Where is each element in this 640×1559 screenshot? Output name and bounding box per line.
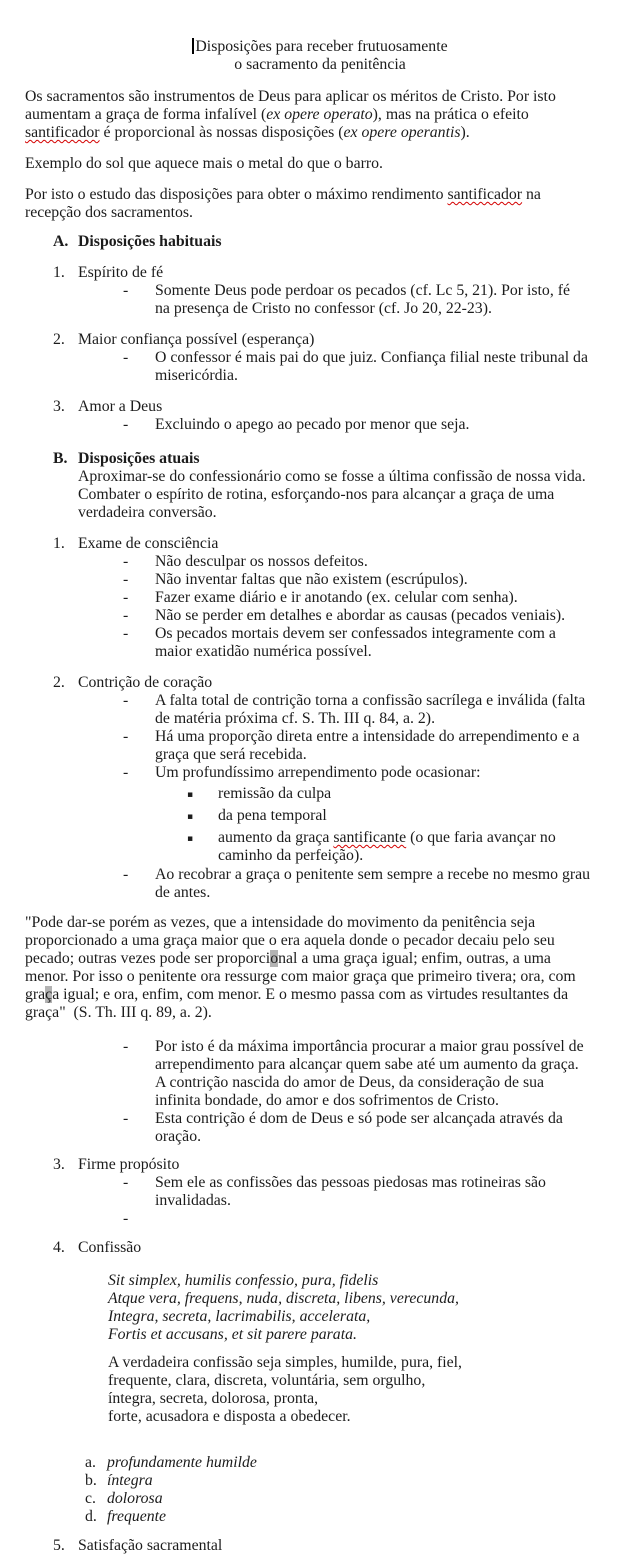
text-run: Contrição de coração bbox=[78, 674, 213, 691]
list-marker: 1. bbox=[53, 264, 65, 281]
text-run: "Pode dar-se porém as vezes, que a intensidade do movimento da penitência seja bbox=[25, 914, 536, 931]
text-line bbox=[155, 589, 615, 607]
text-run: Aproximar-se do confessionário como se fosse a última confissão de nossa vida. bbox=[78, 468, 586, 485]
list-marker: 2. bbox=[53, 331, 65, 348]
bullet-amor-a-deus bbox=[25, 416, 615, 434]
bullet-contricao-4 bbox=[25, 866, 615, 902]
text-line bbox=[25, 986, 615, 1004]
text-run: Combater o espírito de rotina, esforçando-nos para alcançar a graça de uma bbox=[78, 486, 555, 503]
text-line bbox=[25, 38, 615, 56]
bullet-exame-4 bbox=[25, 607, 615, 625]
text-line bbox=[108, 1408, 615, 1426]
list-marker: 2. bbox=[53, 674, 65, 691]
bullet-dom-de-deus bbox=[25, 1110, 615, 1146]
text-run: Sit simplex, humilis confessio, pura, fidelis bbox=[108, 1272, 379, 1289]
text-line bbox=[78, 674, 615, 692]
text-line bbox=[108, 1290, 615, 1308]
text-line bbox=[218, 785, 615, 803]
list-marker: - bbox=[123, 764, 129, 781]
text-line bbox=[155, 692, 615, 710]
text-run: íntegra bbox=[107, 1472, 153, 1489]
text-run: Um profundíssimo arrependimento pode ocasionar: bbox=[155, 764, 481, 781]
text-line bbox=[107, 1454, 615, 1472]
text-line bbox=[155, 728, 615, 746]
bullet-empty bbox=[25, 1210, 615, 1228]
list-marker: B. bbox=[53, 450, 68, 467]
text-line bbox=[78, 486, 615, 504]
text-run: na bbox=[522, 186, 541, 203]
text-line bbox=[155, 1210, 615, 1228]
item-amor-a-deus bbox=[25, 398, 615, 416]
doc-title bbox=[25, 38, 615, 74]
text-run: Por isto é da máxima importância procurar a maior grau possível de bbox=[155, 1038, 584, 1055]
text-run: misericórdia. bbox=[155, 367, 238, 384]
list-marker: 5. bbox=[53, 1537, 65, 1554]
text-run: verdadeira conversão. bbox=[78, 504, 217, 521]
latin-verse bbox=[25, 1272, 615, 1344]
text-line bbox=[155, 416, 615, 434]
text-line bbox=[25, 106, 615, 124]
text-run: remissão da culpa bbox=[218, 785, 332, 802]
text-run: graça" (S. Th. III q. 89, a. 2). bbox=[25, 1004, 212, 1021]
text-line bbox=[108, 1326, 615, 1344]
text-line bbox=[155, 607, 615, 625]
text-run: é proporcional às nossas disposições ( bbox=[99, 124, 344, 141]
letter-item-b bbox=[25, 1472, 615, 1490]
text-line bbox=[108, 1390, 615, 1408]
text-run: A falta total de contrição torna a confissão sacrílega e inválida (falta bbox=[155, 692, 586, 709]
list-marker: - bbox=[123, 349, 129, 366]
list-marker: - bbox=[123, 1038, 129, 1055]
list-marker: - bbox=[123, 692, 129, 709]
text-run: frequente, clara, discreta, voluntária, sem orgulho, bbox=[108, 1372, 426, 1389]
text-line bbox=[78, 1239, 615, 1257]
list-marker: - bbox=[123, 1174, 129, 1191]
text-line bbox=[155, 1128, 615, 1146]
text-run: gra bbox=[25, 986, 46, 1003]
text-line bbox=[155, 643, 615, 661]
letter-item-c bbox=[25, 1490, 615, 1508]
text-line bbox=[25, 88, 615, 106]
text-line bbox=[155, 746, 615, 764]
text-run: ex opere operantis bbox=[343, 124, 461, 141]
text-line bbox=[78, 450, 615, 468]
text-run: oração. bbox=[155, 1128, 202, 1145]
text-run: de matéria próxima cf. S. Th. III q. 84, a. 2). bbox=[155, 710, 436, 727]
text-line bbox=[25, 155, 615, 173]
text-run: (o que faria avançar no bbox=[406, 829, 556, 846]
text-run: Não inventar faltas que não existem (escrúpulos). bbox=[155, 571, 468, 588]
list-marker: c. bbox=[85, 1490, 96, 1507]
text-line bbox=[155, 884, 615, 902]
list-marker: - bbox=[123, 728, 129, 745]
bullet-maxima-importancia bbox=[25, 1038, 615, 1110]
text-line bbox=[108, 1308, 615, 1326]
text-run: Exame de consciência bbox=[78, 535, 219, 552]
text-line bbox=[155, 710, 615, 728]
text-line bbox=[78, 468, 615, 486]
text-run: a igual; e ora, enfim, com menor. E o mesmo passa com as virtudes resultantes da bbox=[52, 986, 569, 1003]
highlighted-char: o bbox=[270, 950, 279, 967]
text-run: Disposições para receber frutuosamente bbox=[195, 38, 448, 55]
text-run: invalidadas. bbox=[155, 1192, 231, 1209]
text-run: A contrição nascida do amor de Deus, da consideração de sua bbox=[155, 1074, 545, 1091]
text-line bbox=[108, 1372, 615, 1390]
text-line bbox=[25, 56, 615, 74]
text-line bbox=[78, 398, 615, 416]
text-run: caminho da perfeição). bbox=[218, 847, 364, 864]
letter-item-d bbox=[25, 1508, 615, 1526]
item-exame-de-consciencia bbox=[25, 535, 615, 553]
text-line bbox=[155, 1110, 615, 1128]
list-marker: - bbox=[123, 625, 129, 642]
list-marker: ▪ bbox=[187, 790, 194, 800]
text-run: ex opere operato bbox=[266, 106, 373, 123]
bullet-contricao-3 bbox=[25, 764, 615, 782]
letter-item-a bbox=[25, 1454, 615, 1472]
bullet-contricao-2 bbox=[25, 728, 615, 764]
bullet-contricao-1 bbox=[25, 692, 615, 728]
text-run: o sacramento da penitência bbox=[234, 56, 406, 73]
highlighted-char: ç bbox=[45, 986, 53, 1003]
list-marker: 3. bbox=[53, 1156, 65, 1173]
text-line bbox=[25, 914, 615, 932]
text-run: íntegra, secreta, dolorosa, pronta, bbox=[108, 1390, 319, 1407]
bullet-firme-proposito bbox=[25, 1174, 615, 1210]
list-marker: - bbox=[123, 589, 129, 606]
list-marker: b. bbox=[85, 1472, 97, 1489]
text-run: na presença de Cristo no confessor (cf. Jo 20, 22-23). bbox=[155, 300, 492, 317]
text-run: Maior confiança possível (esperança) bbox=[78, 331, 315, 348]
text-run: Fortis et accusans, et sit parere parata. bbox=[108, 1326, 357, 1343]
item-firme-proposito bbox=[25, 1156, 615, 1174]
item-espirito-de-fe bbox=[25, 264, 615, 282]
text-run: Somente Deus pode perdoar os pecados (cf. Lc 5, 21). Por isto, fé bbox=[155, 282, 570, 299]
list-marker: - bbox=[123, 416, 129, 433]
bullet-maior-confianca bbox=[25, 349, 615, 385]
text-run: pecado; outras vezes pode ser proporci bbox=[25, 950, 271, 967]
text-line bbox=[108, 1272, 615, 1290]
text-run: Sem ele as confissões das pessoas piedosas mas rotineiras são bbox=[155, 1174, 546, 1191]
text-run: Espírito de fé bbox=[78, 264, 164, 281]
text-run: aumentam a graça de forma infalível ( bbox=[25, 106, 267, 123]
text-line bbox=[25, 950, 615, 968]
item-contricao-de-coracao bbox=[25, 674, 615, 692]
text-run: Fazer exame diário e ir anotando (ex. celular com senha). bbox=[155, 589, 518, 606]
text-run: Amor a Deus bbox=[78, 398, 163, 415]
list-marker: - bbox=[123, 553, 129, 570]
text-line bbox=[155, 625, 615, 643]
text-run: dolorosa bbox=[107, 1490, 163, 1507]
text-run: Há uma proporção direta entre a intensidade do arrependimento e a bbox=[155, 728, 580, 745]
text-line bbox=[25, 968, 615, 986]
text-line bbox=[155, 1074, 615, 1092]
bullet-espirito-de-fe bbox=[25, 282, 615, 318]
text-line bbox=[155, 866, 615, 884]
text-run: recepção dos sacramentos. bbox=[25, 204, 193, 221]
text-line bbox=[78, 331, 615, 349]
text-line bbox=[218, 847, 615, 865]
item-satisfacao-sacramental bbox=[25, 1537, 615, 1555]
text-run: de antes. bbox=[155, 884, 211, 901]
text-run: Os pecados mortais devem ser confessados integramente com a bbox=[155, 625, 556, 642]
text-line bbox=[155, 1174, 615, 1192]
text-line bbox=[155, 1092, 615, 1110]
text-run: Atque vera, frequens, nuda, discreta, libens, verecunda, bbox=[108, 1290, 459, 1307]
subbullet-pena-temporal bbox=[25, 807, 615, 825]
text-run: arrependimento para alcançar quem sabe até um aumento da graça. bbox=[155, 1056, 579, 1073]
text-run: maior exatidão numérica possível. bbox=[155, 643, 372, 660]
text-run: Disposições atuais bbox=[78, 450, 200, 467]
text-run: Ao recobrar a graça o penitente sem sempre a recebe no mesmo grau bbox=[155, 866, 591, 883]
bullet-exame-3 bbox=[25, 589, 615, 607]
text-line bbox=[78, 233, 615, 251]
text-run: graça que será recebida. bbox=[155, 746, 307, 763]
bullet-exame-5 bbox=[25, 625, 615, 661]
text-line bbox=[155, 571, 615, 589]
text-line bbox=[25, 124, 615, 142]
text-run: Não desculpar os nossos defeitos. bbox=[155, 553, 368, 570]
list-marker: - bbox=[123, 1110, 129, 1127]
list-marker: 1. bbox=[53, 535, 65, 552]
text-line bbox=[218, 829, 615, 847]
text-run: proporcionado a uma graça maior que o era aquela donde o pecador decaiu pelo seu bbox=[25, 932, 555, 949]
text-line bbox=[155, 367, 615, 385]
text-run: infinita bondade, do amor e dos sofrimentos de Cristo. bbox=[155, 1092, 499, 1109]
text-run: Esta contrição é dom de Deus e só pode ser alcançada através da bbox=[155, 1110, 563, 1127]
text-line bbox=[155, 764, 615, 782]
text-run: Exemplo do sol que aquece mais o metal do que o barro. bbox=[25, 155, 383, 172]
text-line bbox=[155, 1192, 615, 1210]
text-line bbox=[155, 300, 615, 318]
text-line bbox=[155, 1056, 615, 1074]
bullet-exame-2 bbox=[25, 571, 615, 589]
text-run: Integra, secreta, lacrimabilis, accelerata, bbox=[108, 1308, 371, 1325]
text-line bbox=[107, 1490, 615, 1508]
list-marker: 4. bbox=[53, 1239, 65, 1256]
intro-paragraph bbox=[25, 88, 615, 142]
text-line bbox=[107, 1508, 615, 1526]
subbullet-aumento-graca bbox=[25, 829, 615, 865]
list-marker: - bbox=[123, 571, 129, 588]
text-run: Confissão bbox=[78, 1239, 142, 1256]
text-run: Não se perder em detalhes e abordar as causas (pecados veniais). bbox=[155, 607, 566, 624]
text-run: Por isto o estudo das disposições para obter o máximo rendimento bbox=[25, 186, 448, 203]
text-run: Disposições habituais bbox=[78, 233, 222, 250]
text-run: Os sacramentos são instrumentos de Deus para aplicar os méritos de Cristo. Por isto bbox=[25, 88, 556, 105]
aquinas-quote bbox=[25, 914, 615, 1022]
item-confissao bbox=[25, 1239, 615, 1257]
list-marker: - bbox=[123, 607, 129, 624]
list-marker: a. bbox=[85, 1454, 96, 1471]
text-run: ). bbox=[460, 124, 470, 141]
text-line bbox=[218, 807, 615, 825]
list-marker: - bbox=[123, 1210, 129, 1227]
misspelled-word: santificante bbox=[333, 829, 407, 846]
text-line bbox=[78, 1537, 615, 1555]
misspelled-word: santificador bbox=[447, 186, 523, 203]
text-run: frequente bbox=[107, 1508, 167, 1525]
text-line bbox=[155, 553, 615, 571]
text-line bbox=[107, 1472, 615, 1490]
text-line bbox=[78, 504, 615, 522]
item-maior-confianca bbox=[25, 331, 615, 349]
list-marker: - bbox=[123, 866, 129, 883]
subbullet-remissao bbox=[25, 785, 615, 803]
list-marker: d. bbox=[85, 1508, 97, 1525]
text-line bbox=[25, 1004, 615, 1022]
text-run: O confessor é mais pai do que juiz. Confiança filial neste tribunal da bbox=[155, 349, 588, 366]
text-line bbox=[155, 282, 615, 300]
text-line bbox=[25, 932, 615, 950]
list-marker: - bbox=[123, 282, 129, 299]
heading-disposicoes-atuais bbox=[25, 450, 615, 522]
example-paragraph bbox=[25, 155, 615, 173]
purpose-paragraph bbox=[25, 186, 615, 222]
text-run: aumento da graça bbox=[218, 829, 334, 846]
text-line bbox=[108, 1354, 615, 1372]
text-run: Firme propósito bbox=[78, 1156, 180, 1173]
text-run: nal a uma graça igual; enfim, outras, a uma bbox=[278, 950, 551, 967]
text-run: A verdadeira confissão seja simples, humilde, pura, fiel, bbox=[108, 1354, 463, 1371]
bullet-exame-1 bbox=[25, 553, 615, 571]
text-line bbox=[25, 204, 615, 222]
text-run: Excluindo o apego ao pecado por menor que seja. bbox=[155, 416, 470, 433]
portuguese-translation bbox=[25, 1354, 615, 1426]
list-marker: ▪ bbox=[187, 834, 194, 844]
text-run: forte, acusadora e disposta a obedecer. bbox=[108, 1408, 351, 1425]
text-line bbox=[155, 349, 615, 367]
list-marker: ▪ bbox=[187, 812, 194, 822]
text-line bbox=[25, 186, 615, 204]
text-run: ), mas na prática o efeito bbox=[372, 106, 529, 123]
text-line bbox=[155, 1038, 615, 1056]
heading-disposicoes-habituais bbox=[25, 233, 615, 251]
list-marker: A. bbox=[53, 233, 69, 250]
text-line bbox=[78, 264, 615, 282]
list-marker: 3. bbox=[53, 398, 65, 415]
text-run: menor. Por isso o penitente ora ressurge com maior graça que primeiro tivera; ora, com bbox=[25, 968, 576, 985]
text-run: da pena temporal bbox=[218, 807, 327, 824]
text-line bbox=[78, 535, 615, 553]
text-run: profundamente humilde bbox=[107, 1454, 257, 1471]
text-line bbox=[78, 1156, 615, 1174]
misspelled-word: santificador bbox=[25, 124, 100, 141]
text-run: Satisfação sacramental bbox=[78, 1537, 223, 1554]
